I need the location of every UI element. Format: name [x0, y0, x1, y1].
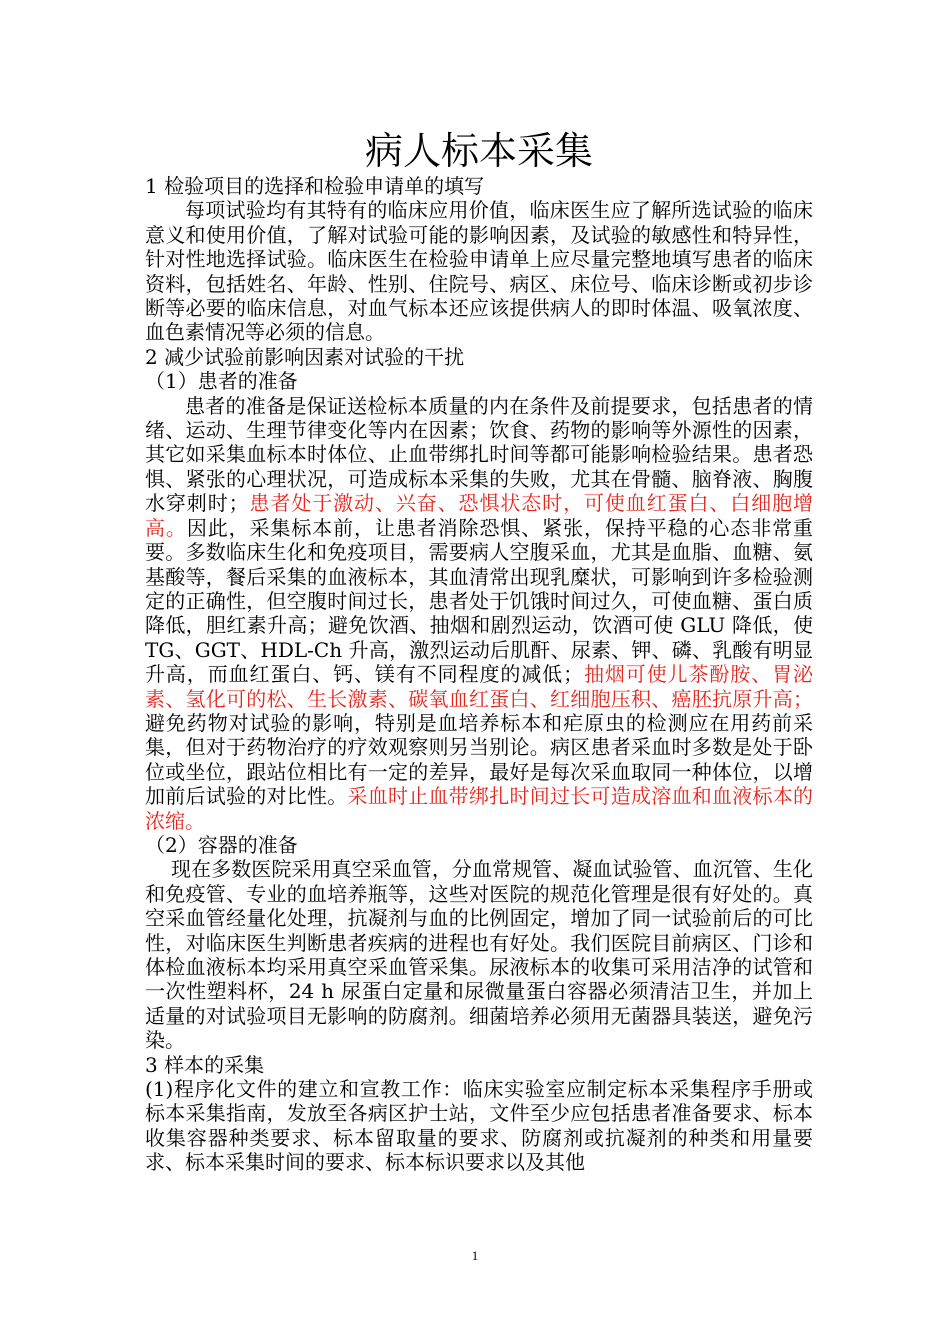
section-1-heading: 1 检验项目的选择和检验申请单的填写 — [145, 174, 485, 198]
patient-text-part-b: 因此，采集标本前，让患者消除恐惧、紧张，保持平稳的心态非常重要。多数临床生化和免疫项目，需要病人空腹采血，尤其是血脂、血糖、氨基酸等，餐后采集的血液标本，其血清常出现乳糜状，可影响到许多检验测定的正确性，但空腹时间过长，患者处于饥饿时间过久，可使血糖、蛋白质降低，胆红素升高；避免饮酒、抽烟和剧烈运动，饮酒可使 GLU 降低，使 TG、GGT、HDL-Ch 升高，激烈运动后肌酐、尿素、钾、磷、乳酸有明显升高，而血红蛋白、钙、镁有不同程度的减低； — [145, 515, 814, 687]
page-title: 病人标本采集 — [364, 129, 593, 173]
patient-text-part-a: 患者的准备是保证送检标本质量的内在条件及前提要求，包括患者的情绪、运动、生理节律变化等内在因素；饮食、药物的影响等外源性的因素，其它如采集血标本时体位、止血带绑扎时间等都可能影响检验结果。患者恐惧、紧张的心理状况，可造成标本采集的失败，尤其在骨髓、脑脊液、胸腹水穿刺时； — [145, 393, 813, 516]
section-2-container-paragraph: 现在多数医院采用真空采血管，分血常规管、凝血试验管、血沉管、生化和免疫管、专业的血培养瓶等，这些对医院的规范化管理是很有好处的。真空采血管经量化处理，抗凝剂与血的比例固定，增加了同一试验前后的可比性，对临床医生判断患者疾病的进程也有好处。我们医院目前病区、门诊和体检血液标本均采用真空采血管采集。尿液标本的收集可采用洁净的试管和一次性塑料杯，24 h 尿蛋白定量和尿微量蛋白容器必须清洁卫生，并加上适量的对试验项目无影响的防腐剂。细菌培养必须用无菌器具装送，避免污染。 — [145, 857, 813, 1053]
section-2-heading: 2 减少试验前影响因素对试验的干扰 — [145, 344, 465, 369]
highlight-text-tourniquet: 采血时止血带绑扎时间过长可造成溶血和血液标本的浓缩。 — [145, 784, 813, 833]
section-3-heading: 3 样本的采集 — [145, 1052, 265, 1077]
section-2-subheading-container: （2）容器的准备 — [145, 832, 298, 857]
section-2-patient-paragraph — [145, 394, 813, 833]
patient-text-part-c: 避免药物对试验的影响，特别是血培养标本和疟原虫的检测应在用药前采集，但对于药物治疗的疗效观察则另当别论。病区患者采血时多数是处于卧位或坐位，跟站位相比有一定的差异，最好是每次采血取同一种体位，以增加前后试验的对比性。 — [145, 710, 813, 809]
page-number: 1 — [471, 1248, 479, 1263]
highlight-text-smoking: 抽烟可使儿茶酚胺、胃泌素、氢化可的松、生长激素、碳氧血红蛋白、红细胞压积、癌胚抗原升高； — [145, 662, 814, 711]
highlight-text-emotion: 患者处于激动、兴奋、恐惧状态时，可使血红蛋白、白细胞增高。 — [145, 491, 814, 540]
document-page — [145, 128, 813, 1175]
section-3-paragraph: (1)程序化文件的建立和宣教工作：临床实验室应制定标本采集程序手册或标本采集指南，发放至各病区护士站，文件至少应包括患者准备要求、标本收集容器种类要求、标本留取量的要求、防腐剂或抗凝剂的种类和用量要求、标本采集时间的要求、标本标识要求以及其他 — [145, 1077, 813, 1175]
section-2-subheading-patient: （1）患者的准备 — [145, 369, 298, 394]
section-1-paragraph: 每项试验均有其特有的临床应用价值，临床医生应了解所选试验的临床意义和使用价值，了解对试验可能的影响因素，及试验的敏感性和特异性，针对性地选择试验。临床医生在检验申请单上应尽量完整地填写患者的临床资料，包括姓名、年龄、性别、住院号、病区、床位号、临床诊断或初步诊断等必要的临床信息，对血气标本还应该提供病人的即时体温、吸氧浓度、血色素情况等必须的信息。 — [145, 198, 813, 345]
